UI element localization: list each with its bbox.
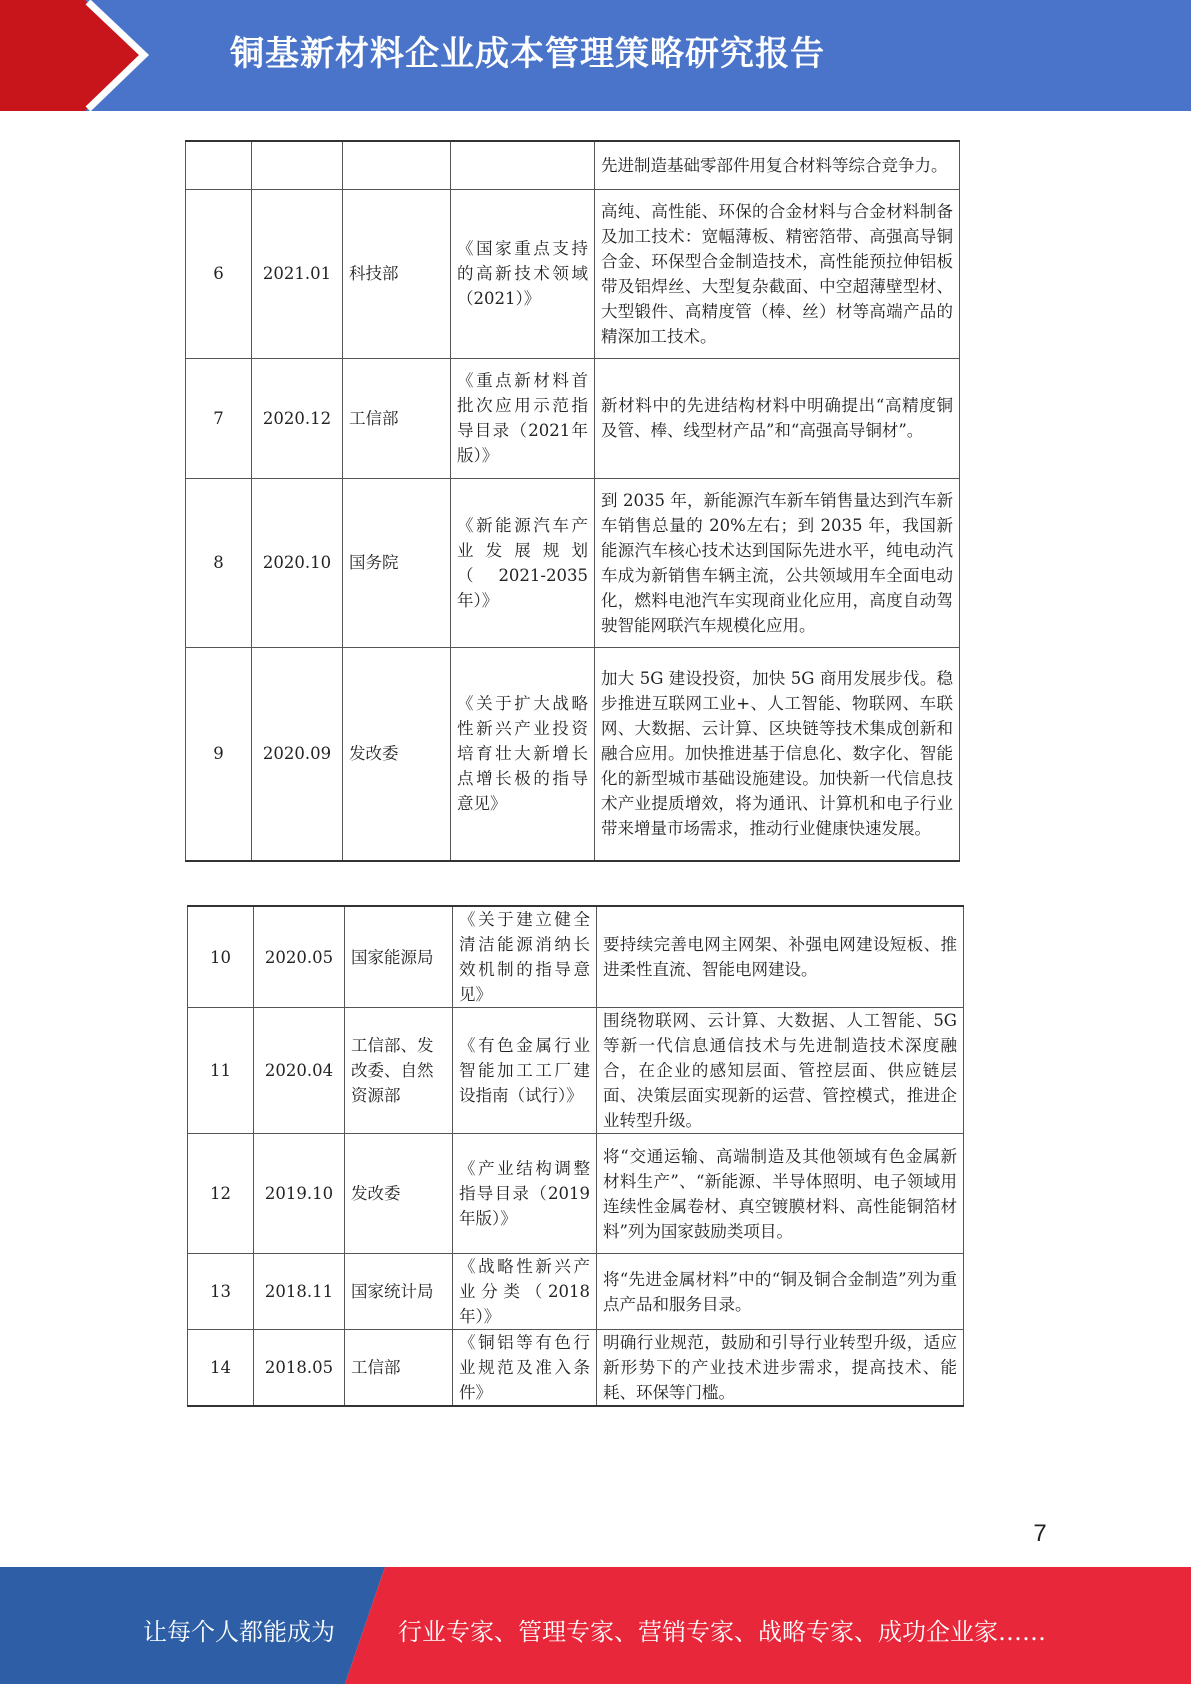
row-number: 14	[188, 1330, 254, 1407]
row-number: 11	[188, 1008, 254, 1134]
page-header	[0, 0, 1191, 111]
footer-slogan-left: 让每个人都能成为	[143, 1618, 335, 1646]
row-document: 《关于建立健全清洁能源消纳长效机制的指导意见》	[453, 906, 597, 1008]
row-content: 将“交通运输、高端制造及其他领域有色金属新材料生产”、“新能源、半导体照明、电子领域用连续性金属卷材、真空镀膜材料、高性能铜箔材料”列为国家鼓励类项目。	[597, 1134, 964, 1254]
row-number: 12	[188, 1134, 254, 1254]
row-department: 工信部、发改委、自然资源部	[345, 1008, 453, 1134]
table-row	[188, 1254, 964, 1330]
row-date: 2020.05	[254, 906, 345, 1008]
row-date: 2020.10	[252, 478, 343, 647]
row-document	[451, 141, 595, 189]
row-number: 10	[188, 906, 254, 1008]
row-number: 7	[186, 358, 252, 478]
row-document: 《关于扩大战略性新兴产业投资培育壮大新增长点增长极的指导意见》	[451, 647, 595, 861]
header-arrow-decoration	[0, 0, 150, 111]
row-department: 国家能源局	[345, 906, 453, 1008]
row-document: 《铜铝等有色行业规范及准入条件》	[453, 1330, 597, 1407]
row-department: 国家统计局	[345, 1254, 453, 1330]
row-content: 围绕物联网、云计算、大数据、人工智能、5G 等新一代信息通信技术与先进制造技术深度融合，在企业的感知层面、管控层面、供应链层面、决策层面实现新的运营、管控模式，推进企业转型升级。	[597, 1008, 964, 1134]
page-footer	[0, 1567, 1191, 1684]
policy-table-2	[187, 905, 964, 1407]
page-number: 7	[1033, 1520, 1047, 1547]
report-title: 铜基新材料企业成本管理策略研究报告	[230, 34, 825, 74]
row-content: 要持续完善电网主网架、补强电网建设短板、推进柔性直流、智能电网建设。	[597, 906, 964, 1008]
row-document: 《产业结构调整指导目录（2019年版）》	[453, 1134, 597, 1254]
row-date: 2018.11	[254, 1254, 345, 1330]
policy-table-2-body	[188, 906, 964, 1406]
row-department: 工信部	[343, 358, 451, 478]
table-row	[188, 1134, 964, 1254]
row-date: 2020.04	[254, 1008, 345, 1134]
row-content: 将“先进金属材料”中的“铜及铜合金制造”列为重点产品和服务目录。	[597, 1254, 964, 1330]
row-date: 2020.12	[252, 358, 343, 478]
row-document: 《新能源汽车产业发展规划（2021-2035年）》	[451, 478, 595, 647]
table-row	[188, 1008, 964, 1134]
row-document: 《有色金属行业智能加工工厂建设指南（试行）》	[453, 1008, 597, 1134]
row-number: 6	[186, 189, 252, 358]
row-department: 发改委	[345, 1134, 453, 1254]
row-number: 9	[186, 647, 252, 861]
row-content: 新材料中的先进结构材料中明确提出“高精度铜及管、棒、线型材产品”和“高强高导铜材”。	[595, 358, 960, 478]
row-date: 2018.05	[254, 1330, 345, 1407]
row-content: 高纯、高性能、环保的合金材料与合金材料制备及加工技术：宽幅薄板、精密箔带、高强高导铜合金、环保型合金制造技术，高性能预拉伸铝板带及铝焊丝、大型复杂截面、中空超薄壁型材、大型锻件、高精度管（棒、丝）材等高端产品的精深加工技术。	[595, 189, 960, 358]
row-department: 科技部	[343, 189, 451, 358]
table-row	[186, 141, 960, 189]
table-row	[186, 358, 960, 478]
row-number	[186, 141, 252, 189]
row-number: 13	[188, 1254, 254, 1330]
row-number: 8	[186, 478, 252, 647]
table-row	[188, 906, 964, 1008]
policy-table-1	[185, 140, 960, 862]
policy-table-1-body	[186, 141, 960, 861]
row-date	[252, 141, 343, 189]
row-content: 加大 5G 建设投资，加快 5G 商用发展步伐。稳步推进互联网工业+、人工智能、物联网、车联网、大数据、云计算、区块链等技术集成创新和融合应用。加快推进基于信息化、数字化、智能化的新型城市基础设施建设。加快新一代信息技术产业提质增效，将为通讯、计算机和电子行业带来增量市场需求，推动行业健康快速发展。	[595, 647, 960, 861]
table-row	[186, 478, 960, 647]
row-content: 明确行业规范，鼓励和引导行业转型升级，适应新形势下的产业技术进步需求，提高技术、能耗、环保等门槛。	[597, 1330, 964, 1407]
row-document: 《重点新材料首批次应用示范指导目录（2021年版）》	[451, 358, 595, 478]
row-department: 工信部	[345, 1330, 453, 1407]
row-content: 到 2035 年，新能源汽车新车销售量达到汽车新车销售总量的 20%左右；到 2035 年，我国新能源汽车核心技术达到国际先进水平，纯电动汽车成为新销售车辆主流，公共领域用车全面电动化，燃料电池汽车实现商业化应用，高度自动驾驶智能网联汽车规模化应用。	[595, 478, 960, 647]
row-content: 先进制造基础零部件用复合材料等综合竞争力。	[595, 141, 960, 189]
row-department: 发改委	[343, 647, 451, 861]
footer-slogan-right: 行业专家、管理专家、营销专家、战略专家、成功企业家……	[398, 1618, 1046, 1646]
row-date: 2019.10	[254, 1134, 345, 1254]
table-row	[188, 1330, 964, 1407]
row-date: 2021.01	[252, 189, 343, 358]
row-document: 《国家重点支持的高新技术领域（2021）》	[451, 189, 595, 358]
row-document: 《战略性新兴产业分类（2018年）》	[453, 1254, 597, 1330]
table-row	[186, 647, 960, 861]
table-row	[186, 189, 960, 358]
row-department	[343, 141, 451, 189]
row-department: 国务院	[343, 478, 451, 647]
row-date: 2020.09	[252, 647, 343, 861]
